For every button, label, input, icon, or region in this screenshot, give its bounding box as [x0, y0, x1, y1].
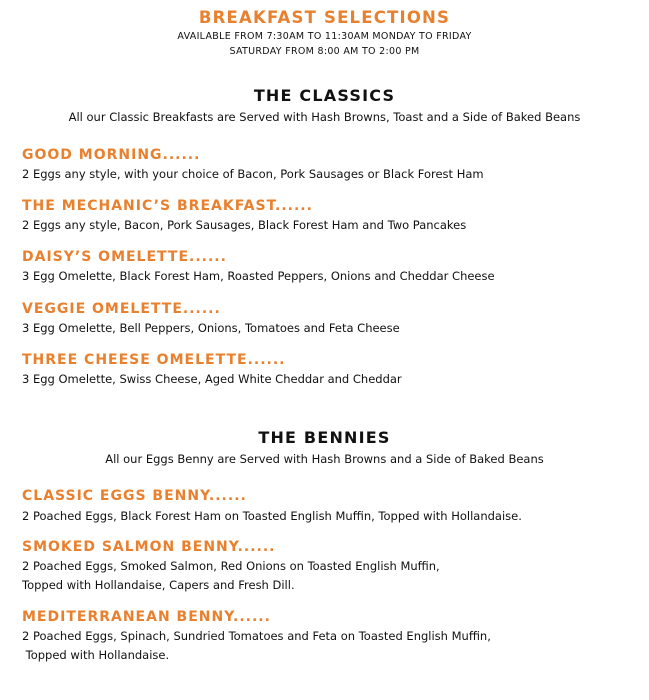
menu-item-desc: 2 Eggs any style, Bacon, Pork Sausages, Black Forest Ham and Two Pancakes — [22, 218, 467, 232]
menu-item-name: DAISY’S OMELETTE...... — [22, 249, 227, 265]
section-heading-classics: THE CLASSICS — [253, 86, 396, 105]
menu-item-desc: 2 Eggs any style, with your choice of Bacon, Pork Sausages or Black Forest Ham — [22, 167, 484, 181]
menu-item-name: VEGGIE OMELETTE...... — [22, 301, 221, 317]
menu-item-name: SMOKED SALMON BENNY...... — [22, 539, 276, 555]
menu-item-name: CLASSIC EGGS BENNY...... — [22, 488, 247, 504]
menu-item-desc: Topped with Hollandaise, Capers and Fresh Dill. — [22, 578, 295, 592]
menu-item-name: GOOD MORNING...... — [22, 147, 201, 163]
menu-title: BREAKFAST SELECTIONS — [198, 8, 451, 27]
menu-item-desc: 2 Poached Eggs, Black Forest Ham on Toasted English Muffin, Topped with Hollandaise. — [22, 509, 522, 523]
section-subheading-classics: All our Classic Breakfasts are Served with Hash Browns, Toast and a Side of Baked Beans — [68, 110, 581, 124]
menu-item-desc: 3 Egg Omelette, Bell Peppers, Onions, Tomatoes and Feta Cheese — [22, 321, 400, 335]
menu-item-name: MEDITERRANEAN BENNY...... — [22, 609, 271, 625]
saturday-hours: SATURDAY FROM 8:00 AM TO 2:00 PM — [229, 46, 420, 57]
menu-item-desc: 2 Poached Eggs, Spinach, Sundried Tomatoes and Feta on Toasted English Muffin, — [22, 629, 491, 643]
menu-item-name: THE MECHANIC’S BREAKFAST...... — [22, 198, 313, 214]
weekday-hours: AVAILABLE FROM 7:30AM TO 11:30AM MONDAY TO FRIDAY — [177, 31, 472, 42]
menu-item-desc: 3 Egg Omelette, Black Forest Ham, Roasted Peppers, Onions and Cheddar Cheese — [22, 269, 495, 283]
menu-item-name: THREE CHEESE OMELETTE...... — [22, 352, 286, 368]
menu-item-desc: 3 Egg Omelette, Swiss Cheese, Aged White Cheddar and Cheddar — [22, 372, 402, 386]
menu-item-desc: 2 Poached Eggs, Smoked Salmon, Red Onions on Toasted English Muffin, — [22, 559, 440, 573]
section-heading-bennies: THE BENNIES — [258, 428, 391, 447]
section-subheading-bennies: All our Eggs Benny are Served with Hash Browns and a Side of Baked Beans — [105, 452, 544, 466]
menu-item-desc: Topped with Hollandaise. — [22, 648, 170, 662]
